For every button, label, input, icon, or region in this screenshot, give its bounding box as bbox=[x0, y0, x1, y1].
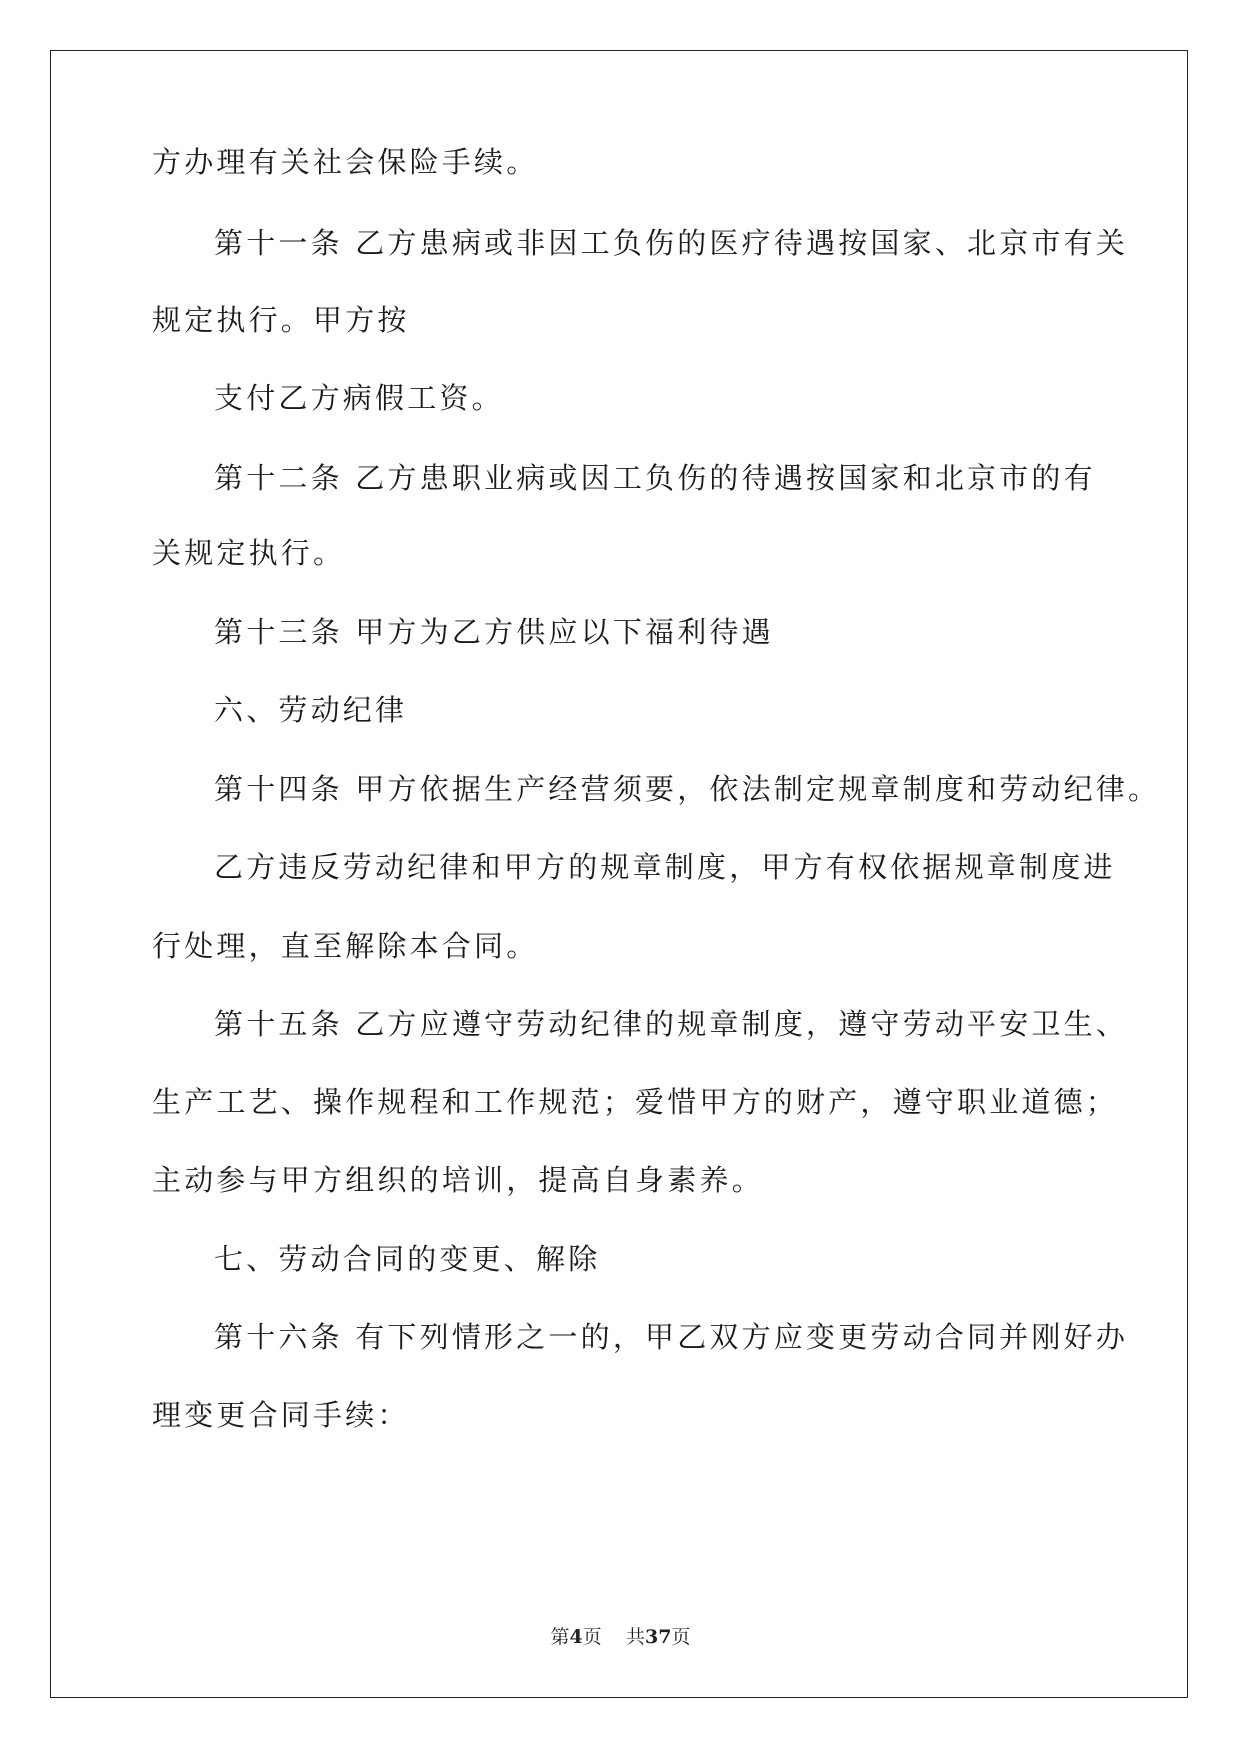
page-suffix: 页 bbox=[582, 1626, 602, 1648]
text-line: 生产工艺、操作规程和工作规范；爱惜甲方的财产，遵守职业道德； bbox=[152, 1085, 1119, 1119]
text-line: 行处理，直至解除本合同。 bbox=[152, 929, 539, 963]
total-suffix: 页 bbox=[671, 1626, 691, 1648]
text-line: 主动参与甲方组织的培训，提高自身素养。 bbox=[152, 1163, 764, 1197]
text-line: 支付乙方病假工资。 bbox=[214, 381, 504, 415]
total-prefix: 共 bbox=[625, 1626, 645, 1648]
text-line: 理变更合同手续： bbox=[152, 1398, 410, 1432]
text-line: 第十四条 甲方依据生产经营须要，依法制定规章制度和劳动纪律。 bbox=[214, 772, 1161, 806]
text-line: 第十三条 甲方为乙方供应以下福利待遇 bbox=[214, 615, 774, 649]
text-line: 第十五条 乙方应遵守劳动纪律的规章制度，遵守劳动平安卫生、 bbox=[214, 1007, 1129, 1041]
text-line: 规定执行。甲方按 bbox=[152, 303, 410, 337]
text-line: 乙方违反劳动纪律和甲方的规章制度，甲方有权依据规章制度进 bbox=[214, 850, 1116, 884]
page-number: 4 bbox=[569, 1626, 583, 1648]
text-line: 第十六条 有下列情形之一的，甲乙双方应变更劳动合同并刚好办 bbox=[214, 1320, 1129, 1354]
text-line: 第十一条 乙方患病或非因工负伤的医疗待遇按国家、北京市有关 bbox=[214, 226, 1129, 260]
text-line: 第十二条 乙方患职业病或因工负伤的待遇按国家和北京市的有 bbox=[214, 461, 1096, 495]
total-pages: 37 bbox=[644, 1626, 672, 1648]
text-line: 方办理有关社会保险手续。 bbox=[152, 145, 539, 179]
section-heading: 六、劳动纪律 bbox=[214, 693, 408, 727]
text-line: 关规定执行。 bbox=[152, 536, 346, 570]
page-footer bbox=[0, 1622, 1241, 1649]
section-heading: 七、劳动合同的变更、解除 bbox=[214, 1242, 601, 1276]
page-prefix: 第 bbox=[550, 1626, 570, 1648]
